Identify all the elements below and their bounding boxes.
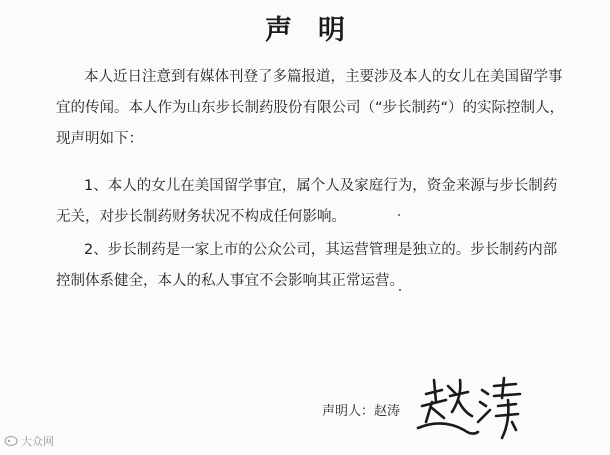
- watermark-text: 大众网: [21, 435, 54, 448]
- intro-line-3: 现声明如下：: [56, 131, 143, 147]
- item-2-line-2: 控制体系健全，本人的私人事宜不会影响其正常运营。: [56, 273, 404, 289]
- scan-speck: [399, 289, 401, 291]
- statement-item-2: [56, 235, 558, 297]
- item-1-line-1: 1、本人的女儿在美国留学事宜，属个人及家庭行为，资金来源与步长制药: [84, 178, 558, 194]
- scan-speck: [398, 214, 400, 216]
- item-1-line-2: 无关，对步长制药财务状况不构成任何影响。: [56, 209, 346, 225]
- handwritten-signature: [412, 372, 528, 450]
- intro-line-2: 宜的传闻。本人作为山东步长制药股份有限公司（“步长制药“）的实际控制人，: [56, 100, 565, 116]
- document-title: 声明: [265, 15, 371, 46]
- watermark-logo-icon: [4, 435, 18, 447]
- item-2-line-1: 2、步长制药是一家上市的公众公司，其运营管理是独立的。步长制药内部: [84, 242, 558, 258]
- statement-item-1: [56, 171, 558, 233]
- intro-paragraph: [56, 62, 565, 155]
- signatory-label: 声明人：赵涛: [322, 404, 401, 419]
- intro-line-1: 本人近日注意到有媒体刊登了多篇报道，主要涉及本人的女儿在美国留学事: [84, 69, 563, 85]
- watermark: [4, 433, 54, 449]
